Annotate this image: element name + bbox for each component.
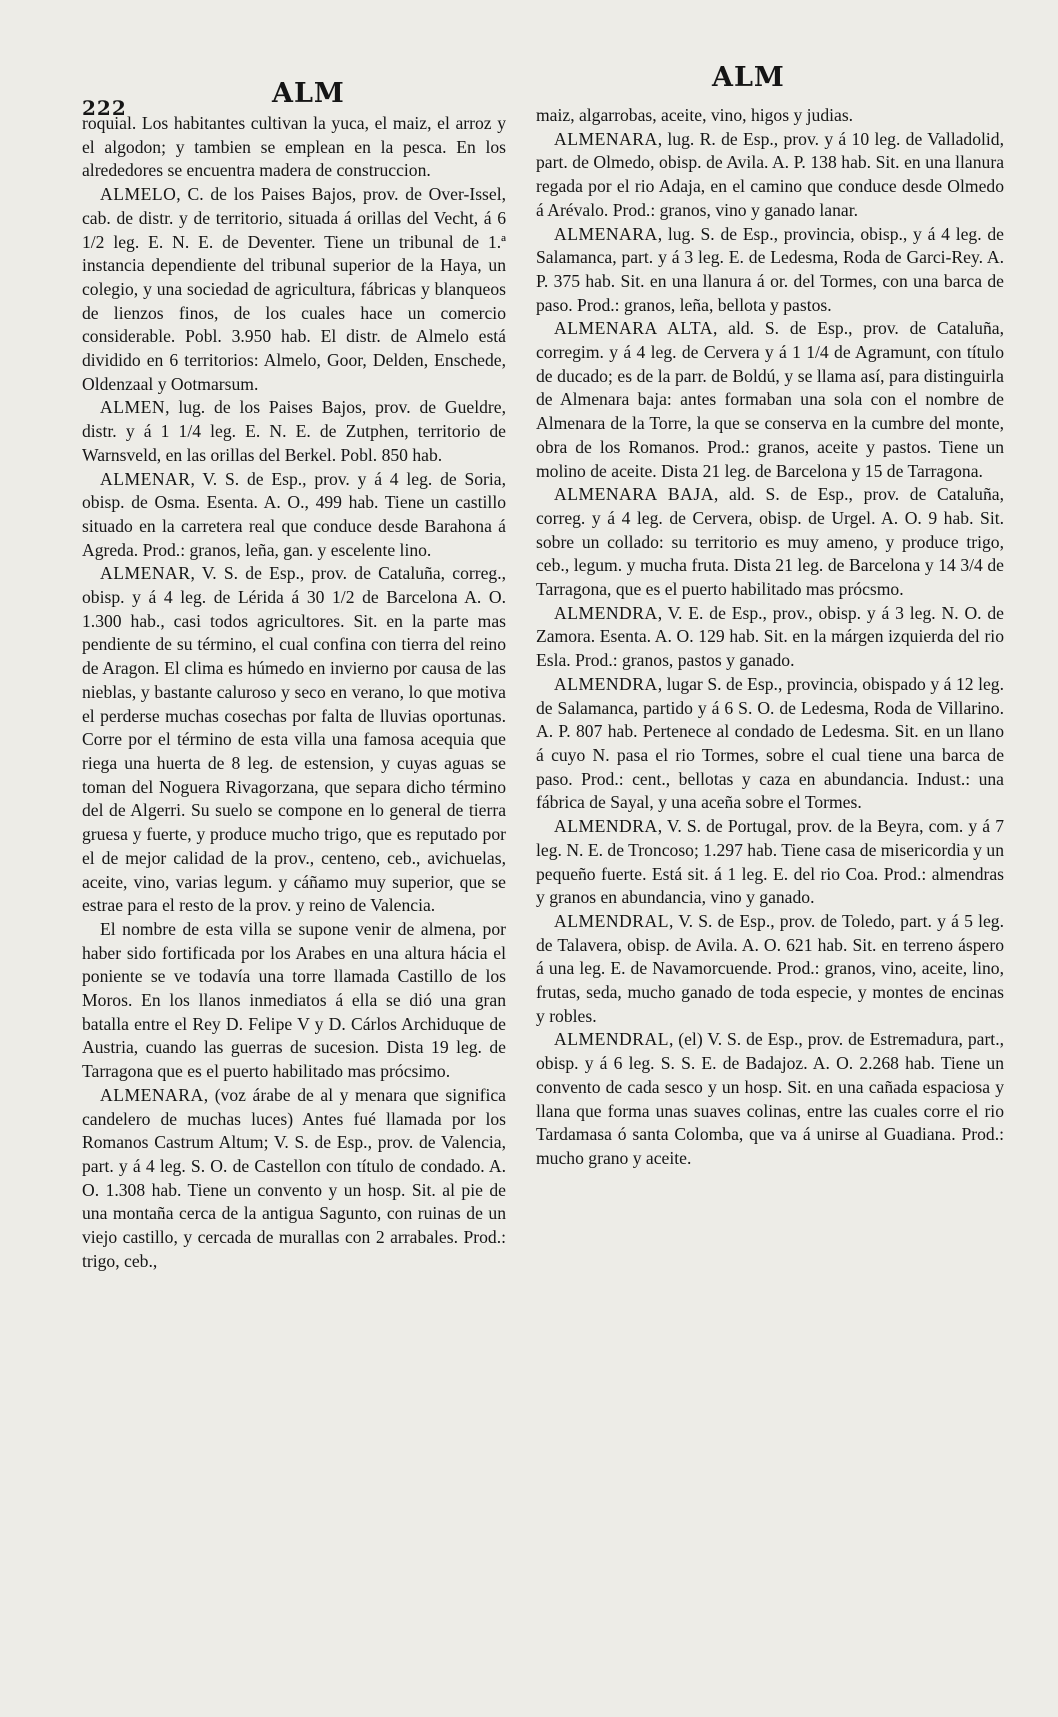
entry-almenar-cataluna: ALMENAR, V. S. de Esp., prov. de Cataluña, correg., obisp. y á 4 leg. de Lérida á 30 1/2 de Barcelona A. O. 1.300 hab., casi todos agricultores. Sit. en la parte mas pendiente de su término, el cual confina con tierra del reino de Aragon. El clima es húmedo en invierno por causa de las nieblas, y bastante caluroso y seco en verano, lo que motiva el perderse muchas cosechas por falta de lluvias oportunas. Corre por el término de esta villa una famosa acequia que riega una huerta de 8 leg. de estension, y cuyas aguas se toman del Noguera Rivagorzana, que separa dicho término del de Algerri. Su suelo se compone en lo general de tierra gruesa y fuerte, y produce mucho trigo, que es reputado por el de mejor calidad de la prov., centeno, ceb., avichuelas, aceite, vino, varias legum. y cáñamo muy superior, que se estrae para el resto de la prov. y reino de Valencia. xyxy=(82,563,506,916)
left-column xyxy=(82,112,506,1273)
entry-almendra-zamora: ALMENDRA, V. E. de Esp., prov., obisp. y á 3 leg. N. O. de Zamora. Esenta. A. O. 129 hab. Sit. en la márgen izquierda del rio Esla. Prod.: granos, pastos y ganado. xyxy=(536,602,1004,671)
entry-headword: ALMENDRA xyxy=(554,816,658,837)
entry-headword: ALMENARA ALTA xyxy=(554,318,713,339)
entry-almen: ALMEN, lug. de los Paises Bajos, prov. de Gueldre, distr. y á 1 1/4 leg. E. N. E. de Zutphen, territorio de Warnsveld, en las orillas del Berkel. Pobl. 850 hab. xyxy=(82,397,506,465)
entry-headword: ALMENARA xyxy=(554,223,658,244)
entry-headword: ALMENAR xyxy=(100,468,191,489)
entry-headword: ALMENAR xyxy=(100,563,191,584)
right-running-headword: ALM xyxy=(712,62,785,93)
page-number: 222 xyxy=(82,96,127,120)
right-column xyxy=(536,104,1004,1171)
entry-almelo: ALMELO, C. de los Paises Bajos, prov. de Over-Issel, cab. de distr. y de territorio, situada á orillas del Vecht, á 6 1/2 leg. E. N. E. de Deventer. Tiene un tribunal de 1.ª instancia dependiente del tribunal superior de la Haya, un colegio, y una sociedad de agricultura, fábricas y blanqueos de lienzos finos, de los cuales hace un comercio considerable. Pobl. 3.950 hab. El distr. de Almelo está dividido en 6 territorios: Almelo, Goor, Delden, Enschede, Oldenzaal y Ootmarsum. xyxy=(82,184,506,394)
entry-almendral-estremadura: ALMENDRAL, (el) V. S. de Esp., prov. de Estremadura, part., obisp. y á 6 leg. S. S. E. de Badajoz. A. O. 2.268 hab. Tiene un convento de cada sesco y un hosp. Sit. en una cañada espaciosa y llana que forma unas suaves colinas, entre las cuales corre el rio Tardamasa ó santa Colomba, que va á unirse al Guadiana. Prod.: mucho grano y aceite. xyxy=(536,1029,1004,1168)
entry-almenara-valencia: ALMENARA, (voz árabe de al y menara que significa candelero de muchas luces) Antes fué llamada por los Romanos Castrum Altum; V. S. de Esp., prov. de Valencia, part. y á 4 leg. S. O. de Castellon con título de condado. A. O. 1.308 hab. Tiene un convento y un hosp. Sit. al pie de una montaña cerca de la antigua Sagunto, con ruinas de un viejo castillo, y cercada de murallas con 2 arrabales. Prod.: trigo, ceb., xyxy=(82,1084,506,1271)
entry-headword: ALMENARA xyxy=(100,1084,204,1105)
entry-headword: ALMENDRA xyxy=(554,673,658,694)
entry-almenara-salamanca: ALMENARA, lug. S. de Esp., provincia, obisp., y á 4 leg. de Salamanca, part. y á 3 leg. E. de Ledesma, Roda de Garci-Rey. A. P. 375 hab. Sit. en una llanura á or. del Tormes, con una barca de paso. Prod.: granos, leña, bellota y pastos. xyxy=(536,223,1004,315)
entry-headword: ALMEN xyxy=(100,397,166,418)
entry-almenara-baja: ALMENARA BAJA, ald. S. de Esp., prov. de Cataluña, correg. y á 4 leg. de Cervera, obisp. de Urgel. A. O. 9 hab. Sit. sobre un collado: su territorio es muy ameno, y produce trigo, ceb., legum. y mucha fruta. Dista 21 leg. de Barcelona y 14 3/4 de Tarragona, que es el puerto habilitado mas prócsmo. xyxy=(536,484,1004,600)
entry-almenar-soria: ALMENAR, V. S. de Esp., prov. y á 4 leg. de Soria, obisp. de Osma. Esenta. A. O., 499 hab. Tiene un castillo situado en la carretera real que conduce desde Barahona á Agreda. Prod.: granos, leña, gan. y escelente lino. xyxy=(82,468,506,560)
entry-almendra-salamanca: ALMENDRA, lugar S. de Esp., provincia, obispado y á 12 leg. de Salamanca, partido y á 6 S. O. de Ledesma, Roda de Villarino. A. P. 807 hab. Pertenece al condado de Ledesma. Sit. en un llano á cuyo N. pasa el rio Tormes, sobre el cual tiene una barca de paso. Prod.: cent., bellotas y caza en abundancia. Indust.: una fábrica de Sayal, y una aceña sobre el Tormes. xyxy=(536,673,1004,813)
entry-almendra-portugal: ALMENDRA, V. S. de Portugal, prov. de la Beyra, com. y á 7 leg. N. E. de Troncoso; 1.297 hab. Tiene casa de misericordia y un pequeño fuerte. Está sit. á 1 leg. E. del rio Coa. Prod.: almendras y granos en abundancia, vino y ganado. xyxy=(536,816,1004,908)
entry-continuation: maiz, algarrobas, aceite, vino, higos y judias. xyxy=(536,105,854,125)
entry-headword: ALMENARA xyxy=(554,128,658,149)
entry-headword: ALMENDRAL xyxy=(554,1029,669,1050)
entry-continuation: roquial. Los habitantes cultivan la yuca, el maiz, el arroz y el algodon; y tambien se emplean en la pesca. En los alrededores se encuentra madera de construccion. xyxy=(82,113,506,181)
entry-headword: ALMENDRAL xyxy=(554,910,669,931)
entry-almendral-toledo: ALMENDRAL, V. S. de Esp., prov. de Toledo, part. y á 5 leg. de Talavera, obisp. de Avila. A. O. 621 hab. Sit. en terreno áspero á una leg. E. de Navamorcuende. Prod.: granos, vino, aceite, lino, frutas, seda, mucho ganado de toda especie, y montes de encinas y robles. xyxy=(536,910,1004,1026)
left-running-headword: ALM xyxy=(272,78,345,109)
entry-almenara-valladolid: ALMENARA, lug. R. de Esp., prov. y á 10 leg. de Valladolid, part. de Olmedo, obisp. de Avila. A. P. 138 hab. Sit. en una llanura regada por el rio Adaja, en el camino que conduce desde Olmedo á Arévalo. Prod.: granos, vino y ganado lanar. xyxy=(536,128,1004,220)
entry-headword: ALMELO xyxy=(100,184,177,205)
entry-almenar-history: El nombre de esta villa se supone venir de almena, por haber sido fortificada por los Arabes en una altura hácia el poniente se ve todavía una torre llamada Castillo de los Moros. En los llanos inmediatos á ella se dió una gran batalla entre el Rey D. Felipe V y D. Cárlos Archiduque de Austria, cuando las guerras de sucesion. Dista 19 leg. de Tarragona que es el puerto habilitado mas prócsimo. xyxy=(82,918,506,1082)
entry-headword: ALMENARA BAJA xyxy=(554,484,714,505)
entry-headword: ALMENDRA xyxy=(554,602,658,623)
entry-almenara-alta: ALMENARA ALTA, ald. S. de Esp., prov. de Cataluña, corregim. y á 4 leg. de Cervera y á 1 1/4 de Agramunt, con título de ducado; es de la parr. de Boldú, y se llama así, para distinguirla de Almenara baja: antes formaban una sola con el nombre de Almenara de la Torre, la que se conserva en la cumbre del monte, obra de los Romanos. Prod.: granos, aceite y pastos. Tiene un molino de aceite. Dista 21 leg. de Barcelona y 15 de Tarragona. xyxy=(536,318,1004,481)
